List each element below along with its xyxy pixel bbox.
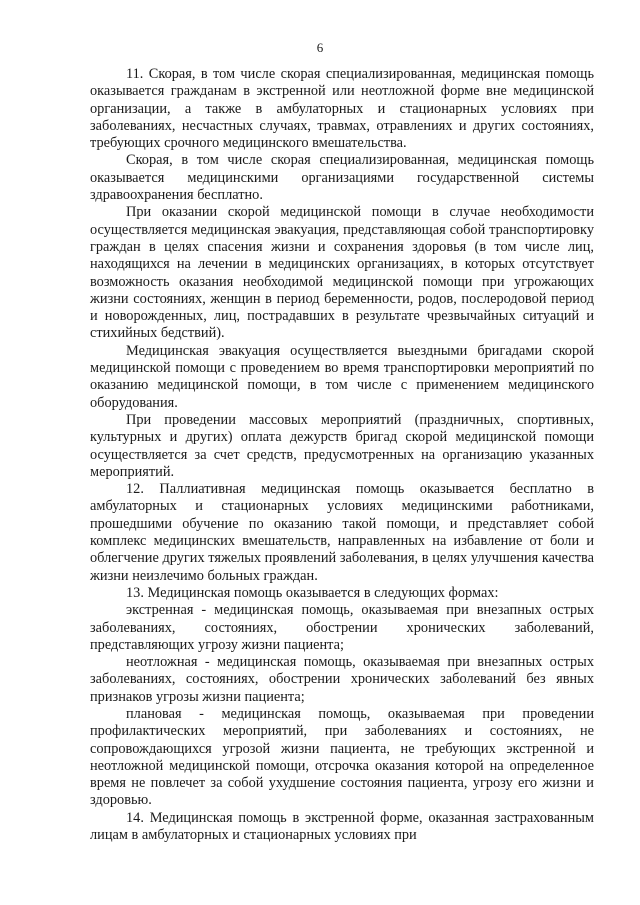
paragraph-urgent-form: неотложная - медицинская помощь, оказываемая при внезапных острых заболеваниях, состояниях, обострении хронических заболеваний без явных признаков угрозы жизни пациента;	[90, 654, 594, 705]
paragraph-11: 11. Скорая, в том числе скорая специализированная, медицинская помощь оказывается гражданам в экстренной или неотложной форме вне медицинской организации, а также в амбулаторных и стационарных условиях при заболеваниях, несчастных случаях, травмах, отравлениях и других состояниях, требующих срочного медицинского вмешательства.	[90, 66, 594, 152]
paragraph-14: 14. Медицинская помощь в экстренной форме, оказанная застрахованным лицам в амбулаторных и стационарных условиях при	[90, 809, 594, 844]
paragraph-ambulance-free: Скорая, в том числе скорая специализированная, медицинская помощь оказывается медицинскими организациями государственной системы здравоохранения бесплатно.	[90, 152, 594, 204]
paragraph-evacuation-teams: Медицинская эвакуация осуществляется выездными бригадами скорой медицинской помощи с проведением во время транспортировки мероприятий по оказанию медицинской помощи, в том числе с применением медицинского оборудования.	[90, 342, 594, 411]
page-number: 6	[316, 40, 324, 55]
paragraph-planned-form: плановая - медицинская помощь, оказываемая при проведении профилактических мероприятий, при заболеваниях и состояниях, не сопровождающихся угрозой жизни пациента, не требующих экстренной и неотложной медицинской помощи, отсрочка оказания которой на определенное время не повлечет за собой ухудшение состояния пациента, угрозу его жизни и здоровью.	[90, 705, 594, 809]
paragraph-mass-events: При проведении массовых мероприятий (праздничных, спортивных, культурных и других) оплата дежурств бригад скорой медицинской помощи осуществляется за счет средств, предусмотренных на организацию указанных мероприятий.	[90, 411, 594, 480]
paragraph-medical-evacuation: При оказании скорой медицинской помощи в случае необходимости осуществляется медицинская эвакуация, представляющая собой транспортировку граждан в целях спасения жизни и сохранения здоровья (в том числе лиц, находящихся на лечении в медицинских организациях, в которых отсутствует возможность оказания необходимой медицинской помощи при угрожающих жизни состояниях, женщин в период беременности, родов, послеродовой период и новорожденных, лиц, пострадавших в результате чрезвычайных ситуаций и стихийных бедствий).	[90, 204, 594, 342]
paragraph-12: 12. Паллиативная медицинская помощь оказывается бесплатно в амбулаторных и стационарных условиях медицинскими работниками, прошедшими обучение по оказанию такой помощи, и представляет собой комплекс медицинских вмешательств, направленных на избавление от боли и облегчение других тяжелых проявлений заболевания, в целях улучшения качества жизни неизлечимо больных граждан.	[90, 481, 594, 584]
paragraph-emergency-form: экстренная - медицинская помощь, оказываемая при внезапных острых заболеваниях, состояниях, обострении хронических заболеваний, представляющих угрозу жизни пациента;	[90, 602, 594, 653]
paragraph-13: 13. Медицинская помощь оказывается в следующих формах:	[126, 584, 499, 601]
document-body	[90, 66, 594, 844]
